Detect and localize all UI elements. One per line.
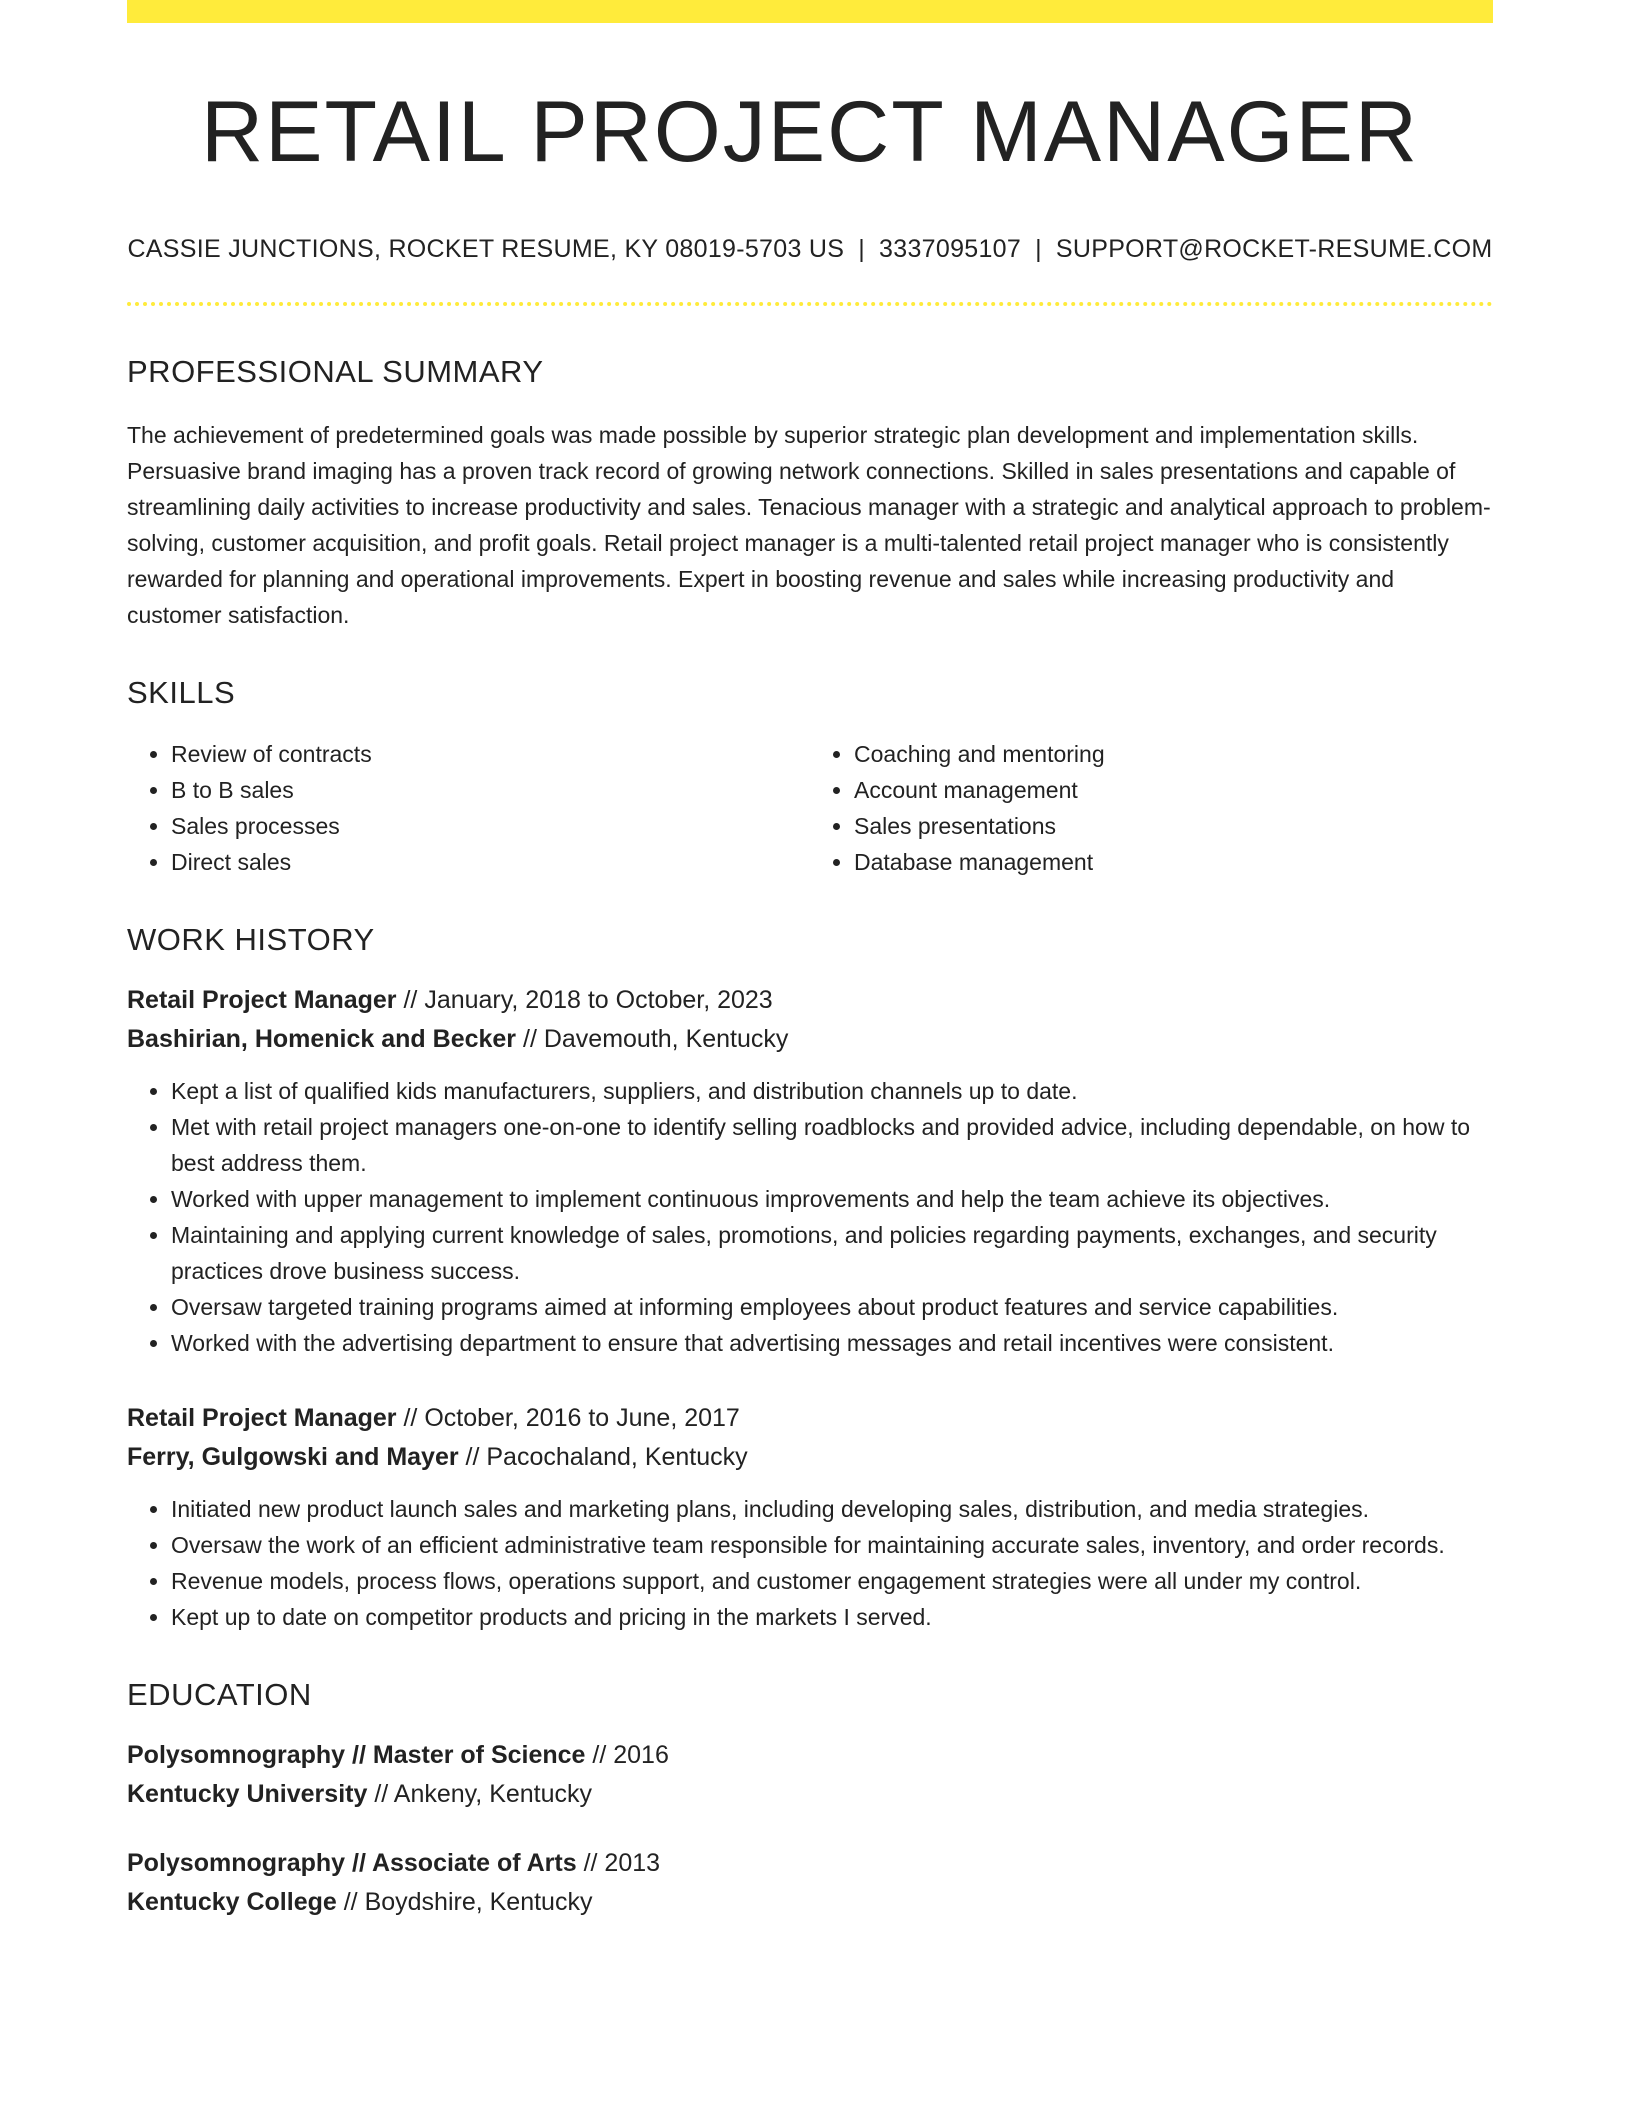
- job-title-line: [127, 981, 1493, 1020]
- contact-address: CASSIE JUNCTIONS, ROCKET RESUME, KY 08019-5703 US: [127, 235, 845, 264]
- education-location: // Boydshire, Kentucky: [336, 1888, 593, 1917]
- skills-heading: SKILLS: [127, 675, 236, 711]
- job-dates: // October, 2016 to June, 2017: [396, 1404, 740, 1433]
- work-history-section: [127, 924, 1493, 1635]
- education-location: // Ankeny, Kentucky: [367, 1780, 593, 1809]
- job-bullet: • Kept a list of qualified kids manufacturers, suppliers, and distribution channels up to date.: [171, 1073, 1493, 1109]
- education-degree-line: [127, 1736, 1493, 1775]
- summary-heading: PROFESSIONAL SUMMARY: [127, 354, 544, 390]
- education-year: // 2016: [585, 1741, 669, 1770]
- education-school-line: [127, 1775, 1493, 1814]
- education-year: // 2013: [576, 1849, 661, 1878]
- job-bullet: • Maintaining and applying current knowledge of sales, promotions, and policies regarding payments, exchanges, and security practices drove business success.: [171, 1217, 1493, 1289]
- job-location: // Pacochaland, Kentucky: [458, 1443, 748, 1472]
- education-heading: EDUCATION: [127, 1677, 312, 1713]
- accent-top-bar: [127, 0, 1493, 23]
- resume-page: [127, 0, 1493, 1922]
- job-bullet: • Initiated new product launch sales and marketing plans, including developing sales, distribution, and media strategies.: [171, 1491, 1493, 1527]
- resume-name: RETAIL PROJECT MANAGER: [201, 84, 1419, 180]
- job-bullets: [127, 1073, 1493, 1361]
- contact-line: [127, 237, 1493, 262]
- job-title: Retail Project Manager: [127, 986, 397, 1015]
- skill-item: • Coaching and mentoring: [854, 736, 1493, 772]
- job-bullet: • Worked with the advertising department to ensure that advertising messages and retail incentives were consistent.: [171, 1325, 1493, 1361]
- contact-separator: |: [1035, 235, 1042, 264]
- summary-section: [127, 356, 1493, 633]
- contact-separator: |: [858, 235, 866, 264]
- contact-email: SUPPORT@ROCKET-RESUME.COM: [1055, 235, 1493, 264]
- education-entry: [127, 1844, 1493, 1922]
- job-company: Ferry, Gulgowski and Mayer: [127, 1443, 459, 1472]
- skills-list-left: [127, 736, 810, 880]
- contact-phone: 3337095107: [879, 235, 1022, 264]
- education-degree-line: [127, 1844, 1493, 1883]
- job-bullet: • Oversaw targeted training programs aimed at informing employees about product features and service capabilities.: [171, 1289, 1493, 1325]
- job-company-line: [127, 1438, 1493, 1477]
- job-title-line: [127, 1399, 1493, 1438]
- skills-list-right: [810, 736, 1493, 880]
- summary-text: The achievement of predetermined goals was made possible by superior strategic plan development and implementation skills. Persuasive brand imaging has a proven track record of growing network connections. Skilled in sales presentations and capable of streamlining daily activities to increase productivity and sales. Tenacious manager with a strategic and analytical approach to problem-solving, customer acquisition, and profit goals. Retail project manager is a multi-talented retail project manager who is consistently rewarded for planning and operational improvements. Expert in boosting revenue and sales while increasing productivity and customer satisfaction.: [127, 422, 1491, 629]
- education-degree: Polysomnography // Master of Science: [127, 1741, 586, 1770]
- job-company-line: [127, 1020, 1493, 1059]
- job-entry: [127, 981, 1493, 1361]
- job-dates: // January, 2018 to October, 2023: [396, 986, 773, 1015]
- education-section: [127, 1679, 1493, 1922]
- job-bullets: [127, 1491, 1493, 1635]
- skill-item: • Database management: [854, 844, 1493, 880]
- skills-grid: [127, 736, 1493, 880]
- job-bullet: • Met with retail project managers one-on-one to identify selling roadblocks and provided advice, including dependable, on how to best address them.: [171, 1109, 1493, 1181]
- skills-section: [127, 677, 1493, 880]
- work-history-heading: WORK HISTORY: [127, 922, 375, 958]
- skill-item: • Direct sales: [171, 844, 810, 880]
- job-company: Bashirian, Homenick and Becker: [127, 1025, 517, 1054]
- job-bullet: • Worked with upper management to implement continuous improvements and help the team achieve its objectives.: [171, 1181, 1493, 1217]
- job-location: // Davemouth, Kentucky: [516, 1025, 789, 1054]
- education-school-line: [127, 1883, 1493, 1922]
- job-bullet: • Oversaw the work of an efficient administrative team responsible for maintaining accurate sales, inventory, and order records.: [171, 1527, 1493, 1563]
- education-degree: Polysomnography // Associate of Arts: [127, 1849, 577, 1878]
- job-bullet: • Revenue models, process flows, operations support, and customer engagement strategies were all under my control.: [171, 1563, 1493, 1599]
- skill-item: • Sales processes: [171, 808, 810, 844]
- skill-item: • Account management: [854, 772, 1493, 808]
- job-bullet: • Kept up to date on competitor products and pricing in the markets I served.: [171, 1599, 1493, 1635]
- education-school: Kentucky College: [127, 1888, 337, 1917]
- skill-item: • B to B sales: [171, 772, 810, 808]
- education-school: Kentucky University: [127, 1780, 368, 1809]
- skill-item: • Review of contracts: [171, 736, 810, 772]
- job-entry: [127, 1399, 1493, 1635]
- skill-item: • Sales presentations: [854, 808, 1493, 844]
- job-title: Retail Project Manager: [127, 1404, 397, 1433]
- education-entry: [127, 1736, 1493, 1814]
- header-divider: [127, 302, 1493, 306]
